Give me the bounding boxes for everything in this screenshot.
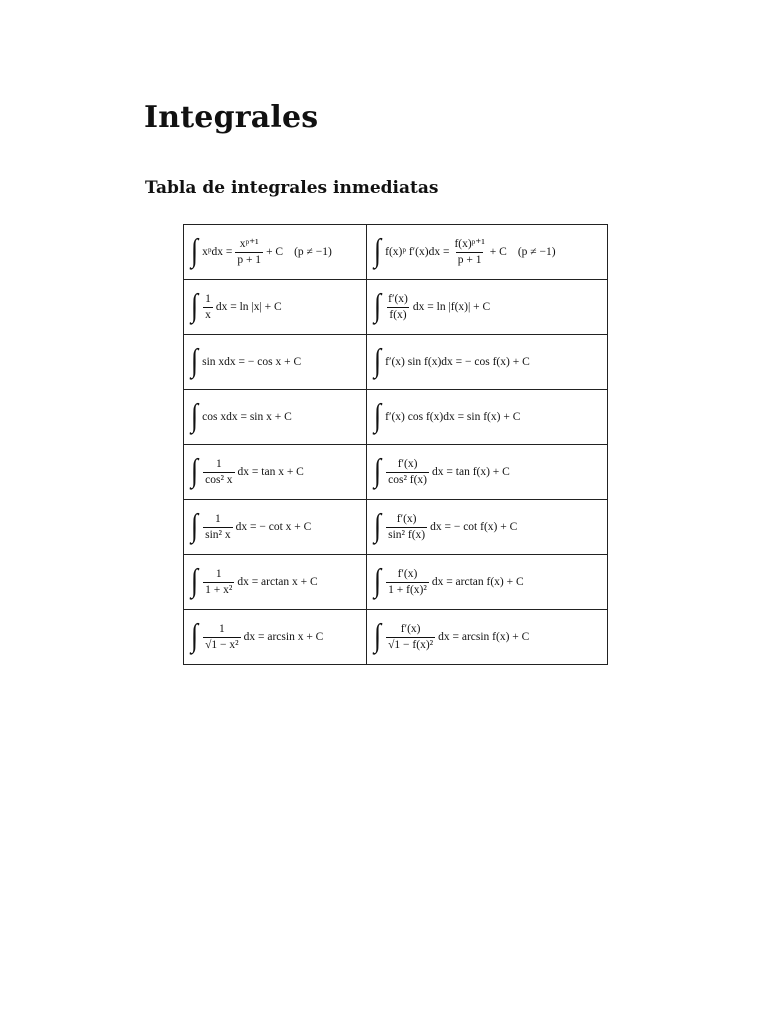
integral-sign: ∫	[191, 562, 199, 599]
formula-cell	[184, 555, 367, 610]
table-row	[184, 555, 608, 610]
denominator: √1 − x²	[205, 638, 239, 651]
integral-sign: ∫	[191, 342, 199, 379]
fraction	[203, 458, 234, 486]
formula-suffix: + C	[266, 246, 284, 258]
formula-suffix: dx = arcsin f(x) + C	[438, 631, 530, 643]
fraction	[203, 293, 213, 321]
denominator: f(x)	[389, 308, 407, 321]
formula-suffix: dx = ln |x| + C	[215, 301, 282, 313]
formula-expression: f′(x) sin f(x)dx = − cos f(x) + C	[385, 356, 530, 368]
denominator: cos² x	[205, 473, 233, 486]
integral-sign: ∫	[191, 397, 199, 434]
numerator: 1	[205, 292, 211, 305]
integral-sign: ∫	[374, 452, 382, 489]
formula-suffix: dx = − cot f(x) + C	[430, 521, 518, 533]
numerator: f′(x)	[400, 622, 421, 635]
formula-suffix: dx = arctan f(x) + C	[431, 576, 524, 588]
formula-cell	[367, 225, 608, 280]
formula-cell	[184, 500, 367, 555]
numerator: f(x)ᵖ⁺¹	[454, 237, 485, 250]
formula-expression: f′(x) cos f(x)dx = sin f(x) + C	[385, 411, 521, 423]
fraction	[386, 458, 429, 486]
formula-suffix: dx = arcsin x + C	[243, 631, 324, 643]
integral-sign: ∫	[191, 617, 199, 654]
formula-cell	[184, 225, 367, 280]
integral-sign: ∫	[191, 287, 199, 324]
formula-condition: (p ≠ −1)	[517, 246, 556, 258]
formula-cell	[184, 610, 367, 665]
table-row	[184, 390, 608, 445]
denominator: sin² x	[205, 528, 231, 541]
formula-cell	[367, 610, 608, 665]
numerator: f′(x)	[396, 512, 417, 525]
denominator: x	[205, 308, 211, 321]
formula-expression: sin xdx = − cos x + C	[202, 356, 302, 368]
table-row	[184, 335, 608, 390]
formula-suffix: dx = tan x + C	[237, 466, 304, 478]
formula-suffix: + C	[489, 246, 507, 258]
denominator: p + 1	[457, 253, 482, 266]
formula-cell	[184, 280, 367, 335]
numerator: 1	[215, 457, 222, 470]
integrals-table	[183, 224, 608, 665]
formula-suffix: dx = − cot x + C	[235, 521, 312, 533]
formula-cell	[367, 555, 608, 610]
numerator: xᵖ⁺¹	[239, 237, 259, 250]
formula-prefix: xᵖdx =	[202, 246, 233, 258]
denominator: cos² f(x)	[388, 473, 428, 486]
formula-cell	[367, 390, 608, 445]
fraction	[235, 238, 263, 266]
denominator: p + 1	[237, 253, 262, 266]
integral-sign: ∫	[374, 287, 382, 324]
integral-sign: ∫	[374, 617, 382, 654]
fraction	[386, 513, 427, 541]
numerator: 1	[215, 512, 221, 525]
fraction	[386, 623, 435, 651]
fraction	[386, 293, 410, 321]
numerator: f′(x)	[388, 292, 408, 305]
formula-condition: (p ≠ −1)	[294, 246, 332, 258]
integral-sign: ∫	[374, 507, 382, 544]
integral-sign: ∫	[374, 397, 382, 434]
fraction	[203, 623, 241, 651]
formula-cell	[184, 335, 367, 390]
section-subtitle: Tabla de integrales inmediatas	[145, 178, 439, 198]
numerator: 1	[215, 567, 222, 580]
denominator: 1 + f(x)²	[388, 583, 427, 596]
formula-cell	[184, 445, 367, 500]
integral-sign: ∫	[374, 562, 382, 599]
numerator: 1	[219, 622, 225, 635]
table-row	[184, 225, 608, 280]
formula-cell	[367, 500, 608, 555]
formula-prefix: f(x)ᵖ f′(x)dx =	[385, 246, 450, 258]
formula-suffix: dx = ln |f(x)| + C	[412, 301, 491, 313]
fraction	[452, 238, 486, 266]
integral-sign: ∫	[374, 342, 382, 379]
formula-expression: cos xdx = sin x + C	[202, 411, 292, 423]
formula-suffix: dx = arctan x + C	[237, 576, 318, 588]
fraction	[203, 568, 234, 596]
integral-sign: ∫	[191, 452, 199, 489]
integral-sign: ∫	[191, 232, 199, 269]
formula-cell	[184, 390, 367, 445]
formula-cell	[367, 280, 608, 335]
numerator: f′(x)	[397, 457, 418, 470]
fraction	[203, 513, 233, 541]
denominator: 1 + x²	[205, 583, 233, 596]
formula-cell	[367, 335, 608, 390]
integral-sign: ∫	[374, 232, 382, 269]
table-row	[184, 445, 608, 500]
page-title: Integrales	[144, 100, 319, 135]
table-row	[184, 500, 608, 555]
table-row	[184, 610, 608, 665]
denominator: √1 − f(x)²	[388, 638, 434, 651]
table-row	[184, 280, 608, 335]
formula-suffix: dx = tan f(x) + C	[432, 466, 510, 478]
formula-cell	[367, 445, 608, 500]
fraction	[386, 568, 429, 596]
denominator: sin² f(x)	[388, 528, 426, 541]
numerator: f′(x)	[397, 567, 418, 580]
integral-sign: ∫	[191, 507, 199, 544]
